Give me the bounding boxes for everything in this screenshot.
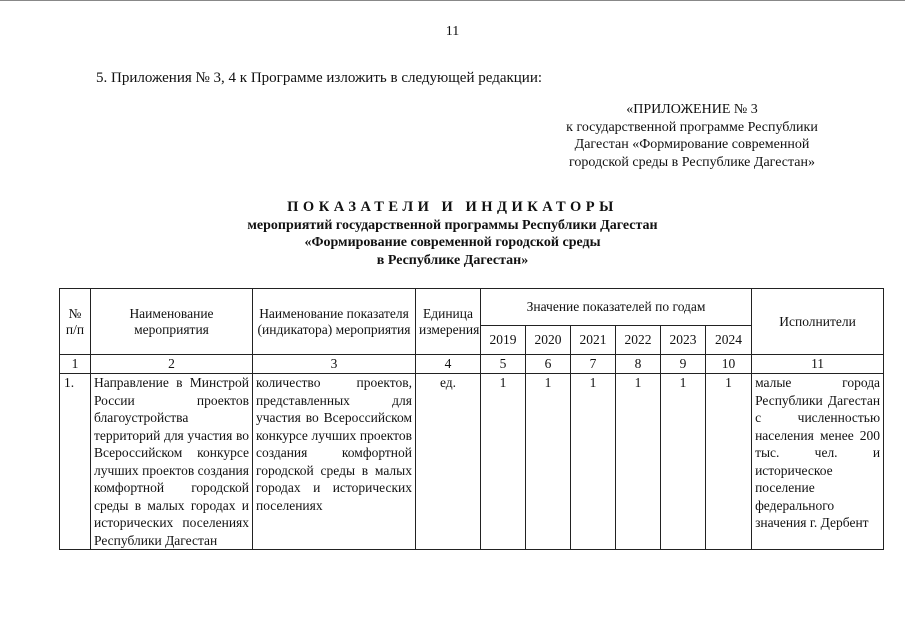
header-executors: Исполнители	[752, 289, 884, 355]
row-measure: Направление в Минстрой России проектов благоустройства территорий для участия во Всероссийском конкурсе лучших проектов создания комфортной городской среды в малых городах и исторических поселениях Республики Дагестан	[91, 374, 253, 550]
table-header-row	[60, 289, 884, 326]
page-top-edge	[0, 0, 905, 1]
row-value: 1	[571, 374, 616, 550]
row-value: 1	[706, 374, 752, 550]
header-year: 2023	[661, 326, 706, 355]
row-value: 1	[661, 374, 706, 550]
column-number: 4	[416, 355, 481, 374]
page-number: 11	[445, 24, 460, 39]
header-year: 2021	[571, 326, 616, 355]
appendix-line: Дагестан «Формирование современной	[574, 137, 810, 152]
header-measure: Наименование мероприятия	[91, 289, 253, 355]
document-heading	[150, 199, 755, 269]
row-num: 1.	[60, 374, 91, 550]
column-numbers-row	[60, 355, 884, 374]
appendix-line: к государственной программе Республики	[566, 119, 818, 135]
row-unit: ед.	[416, 374, 481, 550]
heading-line: в Республике Дагестан»	[376, 252, 529, 268]
column-number: 3	[253, 355, 416, 374]
header-year: 2022	[616, 326, 661, 355]
table-row	[60, 374, 884, 550]
header-unit: Единица измерения	[416, 289, 481, 355]
instruction-text: 5. Приложения № 3, 4 к Программе изложить в следующей редакции:	[96, 70, 543, 86]
column-number: 1	[60, 355, 91, 374]
heading-line: мероприятий государственной программы Республики Дагестан	[247, 217, 658, 233]
row-indicator: количество проектов, представленных для участия во Всероссийском конкурсе лучших проектов создания комфортной городской среды в малых городах и исторических поселениях	[253, 374, 416, 550]
header-year: 2020	[526, 326, 571, 355]
row-executors: малые города Республики Дагестан с численностью населения менее 200 тыс. чел. и историческое поселение федерального значения г. Дербент	[752, 374, 884, 550]
header-year: 2019	[481, 326, 526, 355]
heading-title: ПОКАЗАТЕЛИ И ИНДИКАТОРЫ	[287, 199, 618, 215]
appendix-line: «ПРИЛОЖЕНИЕ № 3	[626, 102, 758, 117]
appendix-line: городской среды в Республике Дагестан»	[569, 154, 815, 170]
column-number: 2	[91, 355, 253, 374]
appendix-header	[548, 101, 836, 171]
header-indicator: Наименование показателя (индикатора) мероприятия	[253, 289, 416, 355]
column-number: 8	[616, 355, 661, 374]
header-values-group: Значение показателей по годам	[481, 289, 752, 326]
column-number: 7	[571, 355, 616, 374]
row-value: 1	[481, 374, 526, 550]
column-number: 11	[752, 355, 884, 374]
header-num: № п/п	[60, 289, 91, 355]
row-value: 1	[526, 374, 571, 550]
column-number: 5	[481, 355, 526, 374]
indicators-table	[59, 288, 884, 550]
column-number: 9	[661, 355, 706, 374]
header-year: 2024	[706, 326, 752, 355]
row-value: 1	[616, 374, 661, 550]
column-number: 6	[526, 355, 571, 374]
column-number: 10	[706, 355, 752, 374]
heading-line: «Формирование современной городской среды	[304, 235, 601, 250]
